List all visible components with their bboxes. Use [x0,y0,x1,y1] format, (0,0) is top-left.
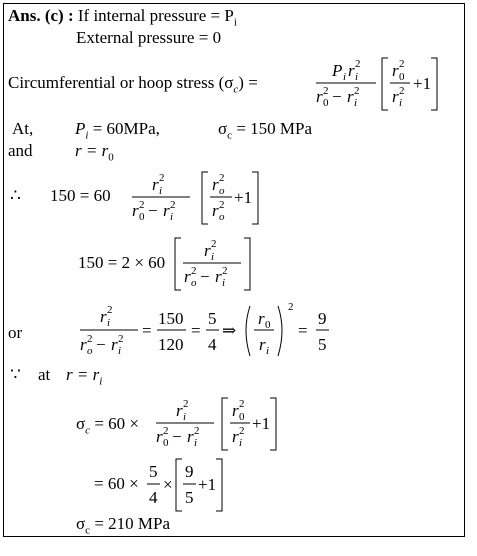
svg-text:i: i [399,97,403,109]
svg-text:5: 5 [185,488,194,507]
svg-text:2: 2 [194,425,200,437]
svg-text:2: 2 [219,199,225,211]
svg-text:0: 0 [163,437,169,449]
svg-text:P: P [332,61,343,80]
result-line: $\sigma_c = 210$ MPa [76,514,171,537]
svg-text:i: i [211,251,215,263]
svg-text:2: 2 [170,199,176,211]
step1-formula [128,168,268,228]
svg-text:r: r [347,87,354,106]
svg-text:+1: +1 [198,475,217,494]
svg-text:+1: +1 [413,74,432,93]
svg-text:o: o [219,211,225,223]
given-and: and [8,141,33,160]
svg-text:2: 2 [239,425,245,437]
answer-header: Ans. (c) : If internal pressure = $P_i$ [8,6,237,29]
svg-text:150: 150 [158,309,184,328]
svg-text:=: = [298,321,308,340]
svg-text:2: 2 [211,238,217,250]
svg-text:2: 2 [139,199,145,211]
svg-text:2: 2 [323,85,329,97]
svg-text:i: i [107,317,111,329]
answer-label: Ans. (c) : [8,6,74,25]
svg-text:⇒: ⇒ [222,321,237,340]
svg-text:i: i [118,345,122,357]
svg-text:0: 0 [323,97,329,109]
svg-text:r: r [232,401,239,420]
svg-text:=: = [191,321,201,340]
svg-text:r: r [111,335,118,354]
svg-text:r: r [152,175,159,194]
svg-text:r: r [204,241,211,260]
svg-text:−: − [172,427,182,446]
because-symbol: ∵ [10,365,21,384]
svg-text:9: 9 [318,309,327,328]
svg-text:−: − [332,87,342,106]
svg-text:120: 120 [158,335,184,354]
svg-text:4: 4 [149,488,158,507]
svg-text:−: − [96,335,106,354]
svg-text:r: r [132,201,139,220]
svg-text:r: r [392,61,399,80]
svg-text:+1: +1 [234,188,253,207]
svg-text:r: r [316,87,323,106]
because-at: at [38,365,51,384]
svg-text:r: r [100,307,107,326]
svg-text:2: 2 [288,301,294,313]
svg-text:r: r [187,427,194,446]
svg-text:i: i [239,437,243,449]
step4-formula [152,394,292,454]
hoop-stress-formula [310,54,460,114]
svg-text:5: 5 [149,462,158,481]
svg-text:r: r [176,401,183,420]
svg-text:i: i [159,185,163,197]
svg-text:2: 2 [191,265,197,277]
svg-text:i: i [194,437,198,449]
svg-text:i: i [343,71,347,83]
svg-text:2: 2 [399,58,405,70]
svg-text:9: 9 [185,462,194,481]
svg-text:o: o [219,185,225,197]
svg-text:i: i [183,411,187,423]
svg-text:r: r [163,201,170,220]
svg-text:r: r [348,61,355,80]
svg-text:5: 5 [208,309,217,328]
step2-formula [174,234,264,294]
svg-text:2: 2 [355,58,361,70]
svg-text:i: i [222,277,226,289]
svg-text:r: r [80,335,87,354]
svg-text:0: 0 [239,411,245,423]
svg-text:o: o [191,277,197,289]
svg-text:o: o [87,345,93,357]
svg-text:2: 2 [87,333,93,345]
svg-text:r: r [184,267,191,286]
svg-text:0: 0 [399,71,405,83]
svg-text:i: i [170,211,174,223]
svg-text:2: 2 [118,333,124,345]
svg-text:i: i [354,97,358,109]
svg-text:0: 0 [139,211,145,223]
svg-text:r: r [212,201,219,220]
svg-text:2: 2 [239,398,245,410]
svg-text:2: 2 [183,398,189,410]
step1-lhs: 150 = 60 [50,186,111,205]
because-r: $r = r_i$ [66,365,103,388]
svg-text:i: i [355,71,359,83]
external-pressure-text: External pressure = 0 [76,28,222,47]
svg-text:2: 2 [399,85,405,97]
svg-text:r: r [156,427,163,446]
given-sigma: $\sigma_c = 150$ MPa [218,119,313,142]
given-r: $r = r_0$ [75,141,114,164]
svg-text:r: r [392,87,399,106]
svg-text:5: 5 [318,335,327,354]
svg-text:−: − [148,201,158,220]
therefore-symbol: ∴ [10,186,21,205]
svg-text:2: 2 [222,265,228,277]
or-label: or [8,323,23,342]
svg-text:r: r [232,427,239,446]
step5-lhs: = 60 × [94,474,139,493]
hoop-stress-label: Circumferential or hoop stress $(\sigma_c)$ = [8,73,258,96]
svg-text:r: r [212,175,219,194]
svg-text:+1: +1 [252,414,271,433]
step4-lhs: $\sigma_c = 60$ × [76,414,139,437]
step2-lhs: 150 = 2 × 60 [78,253,166,272]
svg-text:−: − [200,267,210,286]
svg-text:2: 2 [354,85,360,97]
svg-text:i: i [266,345,270,357]
svg-text:2: 2 [219,172,225,184]
given-at: At, [12,119,34,138]
svg-text:2: 2 [159,172,165,184]
internal-pressure-text: If internal pressure = P [77,6,234,25]
svg-text:=: = [142,321,152,340]
given-pi: $P_i = 60MPa$, [75,119,160,142]
step5-formula [140,455,240,515]
svg-text:0: 0 [265,319,271,331]
svg-text:×: × [163,475,173,494]
svg-text:2: 2 [163,425,169,437]
svg-text:2: 2 [107,304,113,316]
step3-formula [78,300,338,364]
svg-text:4: 4 [208,335,217,354]
svg-text:r: r [258,309,265,328]
svg-text:r: r [215,267,222,286]
svg-text:r: r [259,335,266,354]
